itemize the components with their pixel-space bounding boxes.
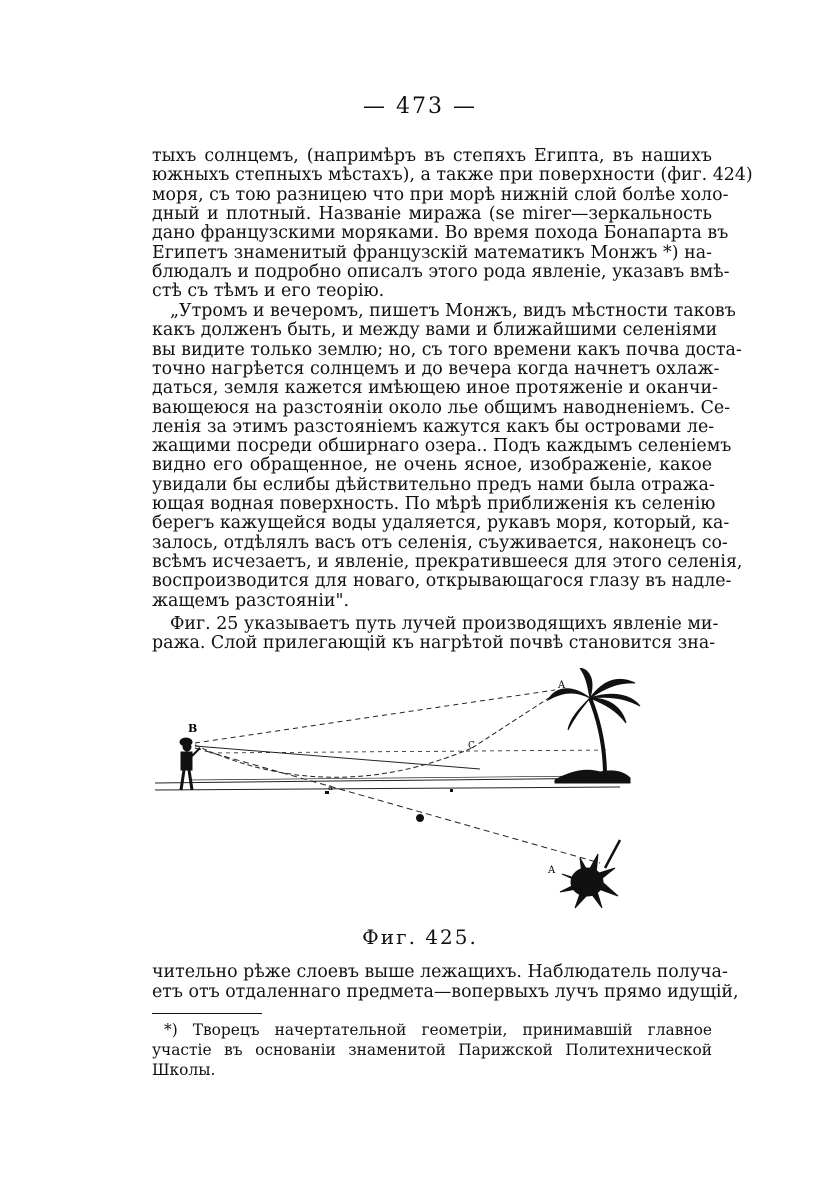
label-a-small: a (328, 783, 333, 792)
text-line: увидали бы еслибы дѣйствительно предъ нами была отража- (152, 474, 715, 495)
text-line: моря, съ тою разницею что при морѣ нижній слой болѣе холо- (152, 184, 729, 205)
text-line: тыхъ солнцемъ, (напримѣръ въ степяхъ Египта, въ нашихъ (152, 146, 712, 166)
text-line: Египетъ знаменитый французскій математикъ Монжъ *) на- (152, 242, 712, 263)
text-line: какъ долженъ быть, и между вами и ближайшими селеніями (152, 320, 718, 341)
text-line: залось, отдѣлялъ васъ отъ селенія, съуживается, наконецъ со- (152, 532, 728, 553)
text-line: дано французскими моряками. Во время похода Бонапарта въ (152, 223, 729, 244)
label-b: B (188, 722, 198, 735)
text-line: всѣмъ исчезаетъ, и явленіе, прекратившееся для этого селенія, (152, 551, 743, 572)
text-line: стѣ съ тѣмъ и его теорію. (152, 281, 385, 302)
text-line: „Утромъ и вечеромъ, пишетъ Монжъ, видъ мѣстности таковъ (170, 301, 736, 321)
footnote-line: участіе въ основаніи знаменитой Парижской Политехнической (152, 1041, 712, 1059)
text-line: етъ отъ отдаленнаго предмета—вопервыхъ лучъ прямо идущій, (152, 982, 739, 1002)
footnote-line: Школы. (152, 1061, 216, 1079)
small-marks (325, 789, 453, 822)
text-line: вы видите только землю; но, съ того времени какъ почва доста- (152, 339, 742, 360)
text-line: южныхъ степныхъ мѣстахъ), а также при поверхности (фиг. 424) (152, 165, 753, 186)
text-line: воспроизводится для новаго, открывающагося глазу въ надле- (152, 571, 732, 592)
footnote-line: *) Творецъ начертательной геометріи, принимавшій главное (164, 1021, 712, 1039)
text-line: дный и плотный. Названіе миража (se mirer—зеркальность (152, 203, 712, 224)
inverted-palm (560, 840, 620, 908)
text-line: видно его обращенное, не очень ясное, изображеніе, какое (152, 455, 712, 476)
text-line: блюдалъ и подробно описалъ этого рода явленіе, указавъ вмѣ- (152, 261, 730, 282)
page-number: — 473 — (363, 94, 477, 119)
text-line: ленія за этимъ разстояніемъ кажутся какъ бы островами ле- (152, 416, 715, 437)
text-line: Фиг. 25 указываетъ путь лучей производящихъ явленіе ми- (170, 614, 719, 634)
text-line: вающеюся на разстояніи около лье общимъ наводненіемъ. Се- (152, 397, 731, 418)
label-c: C (468, 741, 475, 751)
footnote-rule (152, 1013, 262, 1014)
text-line: берегъ кажущейся воды удаляется, рукавъ моря, который, ка- (152, 513, 730, 534)
text-line: даться, земля кажется имѣющею иное протяженіе и оканчи- (152, 378, 718, 399)
label-a-bottom: A (548, 865, 556, 876)
text-line: точно нагрѣется солнцемъ и до вечера когда начнетъ охлаж- (152, 358, 720, 379)
figure-caption: Фиг. 425. (362, 925, 478, 949)
text-line: чительно рѣже слоевъ выше лежащихъ. Наблюдатель получа- (152, 962, 728, 982)
text-line: жащими посреди обширнаго озера.. Подъ каждымъ селеніемъ (152, 436, 732, 457)
ground-lines (155, 776, 620, 790)
text-line: жащемъ разстояніи". (152, 590, 350, 611)
text-line: ража. Слой прилегающій къ нагрѣтой почвѣ становится зна- (152, 633, 716, 654)
text-line: ющая водная поверхность. По мѣрѣ приближенія къ селенію (152, 494, 716, 514)
mirage-figure (150, 668, 710, 918)
label-a-top: A (558, 680, 566, 691)
